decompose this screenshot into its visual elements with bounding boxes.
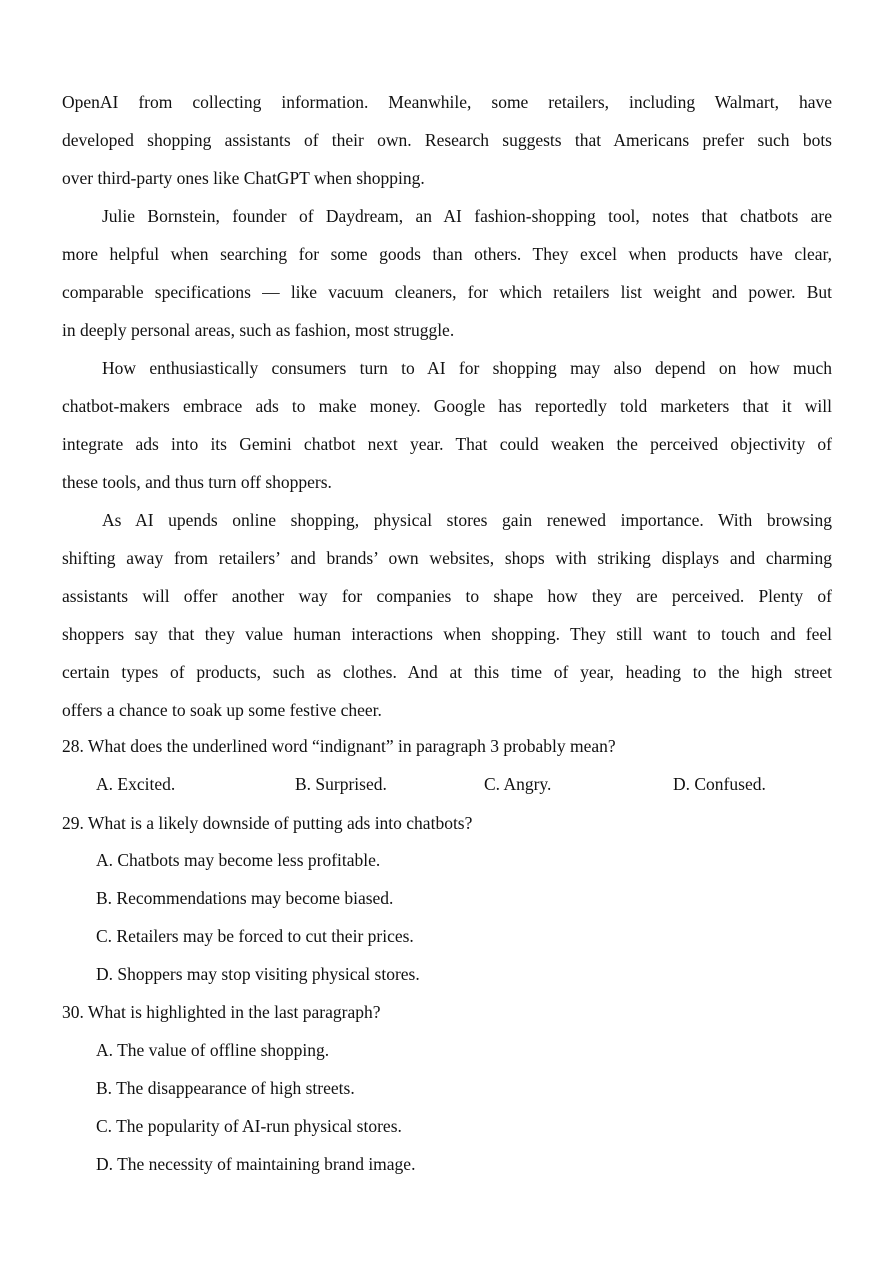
passage-line: OpenAI from collecting information. Meanwhile, some retailers, including Walmart, have [62, 92, 832, 112]
passage-line: comparable specifications — like vacuum cleaners, for which retailers list weight and power. But [62, 282, 832, 302]
question-28-stem: 28. What does the underlined word “indignant” in paragraph 3 probably mean? [62, 736, 616, 756]
passage-line: developed shopping assistants of their own. Research suggests that Americans prefer such bots [62, 130, 832, 150]
question-29-stem: 29. What is a likely downside of putting ads into chatbots? [62, 813, 473, 833]
passage-line: integrate ads into its Gemini chatbot next year. That could weaken the perceived objectivity of [62, 434, 832, 454]
passage-line: over third-party ones like ChatGPT when shopping. [62, 168, 425, 188]
passage-line: As AI upends online shopping, physical stores gain renewed importance. With browsing [102, 510, 832, 530]
passage-line: shifting away from retailers’ and brands’ own websites, shops with striking displays and charming [62, 548, 832, 568]
passage-line: certain types of products, such as clothes. And at this time of year, heading to the high street [62, 662, 832, 682]
question-30-stem: 30. What is highlighted in the last paragraph? [62, 1002, 381, 1022]
question-30-option-c[interactable]: C. The popularity of AI-run physical stores. [96, 1116, 402, 1136]
passage-line: offers a chance to soak up some festive cheer. [62, 700, 382, 720]
passage-line: Julie Bornstein, founder of Daydream, an AI fashion-shopping tool, notes that chatbots are [102, 206, 832, 226]
passage-line: How enthusiastically consumers turn to AI for shopping may also depend on how much [102, 358, 832, 378]
question-28-option-d[interactable]: D. Confused. [673, 774, 766, 794]
passage-line: chatbot-makers embrace ads to make money. Google has reportedly told marketers that it will [62, 396, 832, 416]
passage-line: assistants will offer another way for companies to shape how they are perceived. Plenty of [62, 586, 832, 606]
question-30-option-d[interactable]: D. The necessity of maintaining brand image. [96, 1154, 416, 1174]
passage-line: shoppers say that they value human interactions when shopping. They still want to touch and feel [62, 624, 832, 644]
question-30-option-b[interactable]: B. The disappearance of high streets. [96, 1078, 355, 1098]
question-28-option-c[interactable]: C. Angry. [484, 774, 552, 794]
question-29-option-c[interactable]: C. Retailers may be forced to cut their prices. [96, 926, 414, 946]
question-30-option-a[interactable]: A. The value of offline shopping. [96, 1040, 330, 1060]
passage-line: in deeply personal areas, such as fashion, most struggle. [62, 320, 455, 340]
question-29-option-a[interactable]: A. Chatbots may become less profitable. [96, 850, 381, 870]
passage-line: more helpful when searching for some goods than others. They excel when products have clear, [62, 244, 832, 264]
question-29-option-b[interactable]: B. Recommendations may become biased. [96, 888, 394, 908]
question-29-option-d[interactable]: D. Shoppers may stop visiting physical stores. [96, 964, 420, 984]
passage-line: these tools, and thus turn off shoppers. [62, 472, 332, 492]
question-28-option-b[interactable]: B. Surprised. [295, 774, 387, 794]
question-28-option-a[interactable]: A. Excited. [96, 774, 176, 794]
